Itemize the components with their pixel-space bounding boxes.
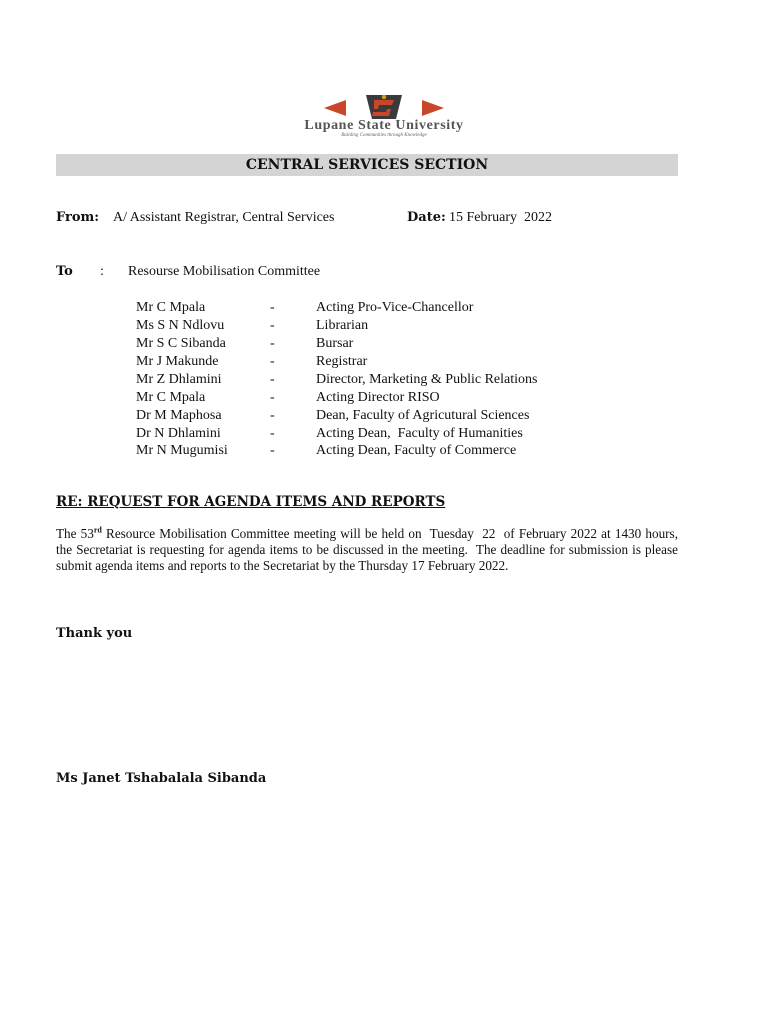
from-label: From: [56,210,100,225]
recipient-role: Librarian [316,318,369,333]
body-ordinal-suffix: rd [93,525,102,535]
recipient-name: Mr J Makunde [136,354,219,369]
section-title: CENTRAL SERVICES SECTION [56,154,678,176]
recipient-name: Mr Z Dhlamini [136,372,222,387]
date-value: 15 February 2022 [449,210,553,225]
recipient-dash: - [270,354,275,369]
closing-text: Thank you [56,626,133,641]
university-logo [262,92,506,140]
recipient-role: Registrar [316,354,368,369]
recipient-dash: - [270,390,275,405]
logo-university-name: Lupane State University [304,118,464,133]
to-value: Resourse Mobilisation Committee [128,264,321,279]
body-paragraph [56,525,685,574]
logo-motto: Building Communities through Knowledge [341,133,427,138]
to-label: To [56,264,73,279]
recipient-role: Bursar [316,336,354,351]
recipient-role: Acting Director RISO [316,390,440,405]
recipient-dash: - [270,336,275,351]
recipient-name: Mr S C Sibanda [136,336,226,351]
recipient-name: Dr N Dhlamini [136,426,221,441]
recipient-name: Ms S N Ndlovu [136,318,225,333]
body-text-start: The 53 [56,526,94,541]
recipient-name: Mr C Mpala [136,300,206,315]
recipient-dash: - [270,318,275,333]
recipient-role: Acting Dean, Faculty of Humanities [316,426,523,441]
recipient-role: Acting Pro-Vice-Chancellor [316,300,474,315]
recipient-name: Mr N Mugumisi [136,443,228,458]
from-value: A/ Assistant Registrar, Central Services [113,210,335,225]
recipient-dash: - [270,426,275,441]
signatory-name: Ms Janet Tshabalala Sibanda [56,771,267,786]
recipient-name: Mr C Mpala [136,390,206,405]
recipient-role: Dean, Faculty of Agricutural Sciences [316,408,530,423]
recipient-dash: - [270,408,275,423]
recipient-dash: - [270,372,275,387]
recipient-dash: - [270,443,275,458]
body-text-rest: Resource Mobilisation Committee meeting will be held on Tuesday 22 of February 2022 at 1430 hours, the Secretariat is requesting for agenda items to be discussed in the meeting. The deadline for submission is please submit agenda items and reports to the Secretariat by the Thursday 17 February 2022. [56,526,685,573]
date-label: Date: [407,210,446,225]
recipient-dash: - [270,300,275,315]
to-colon: : [100,264,104,279]
subject-line: RE: REQUEST FOR AGENDA ITEMS AND REPORTS [56,494,446,510]
recipient-role: Director, Marketing & Public Relations [316,372,538,387]
recipient-role: Acting Dean, Faculty of Commerce [316,443,517,458]
recipient-name: Dr M Maphosa [136,408,222,423]
